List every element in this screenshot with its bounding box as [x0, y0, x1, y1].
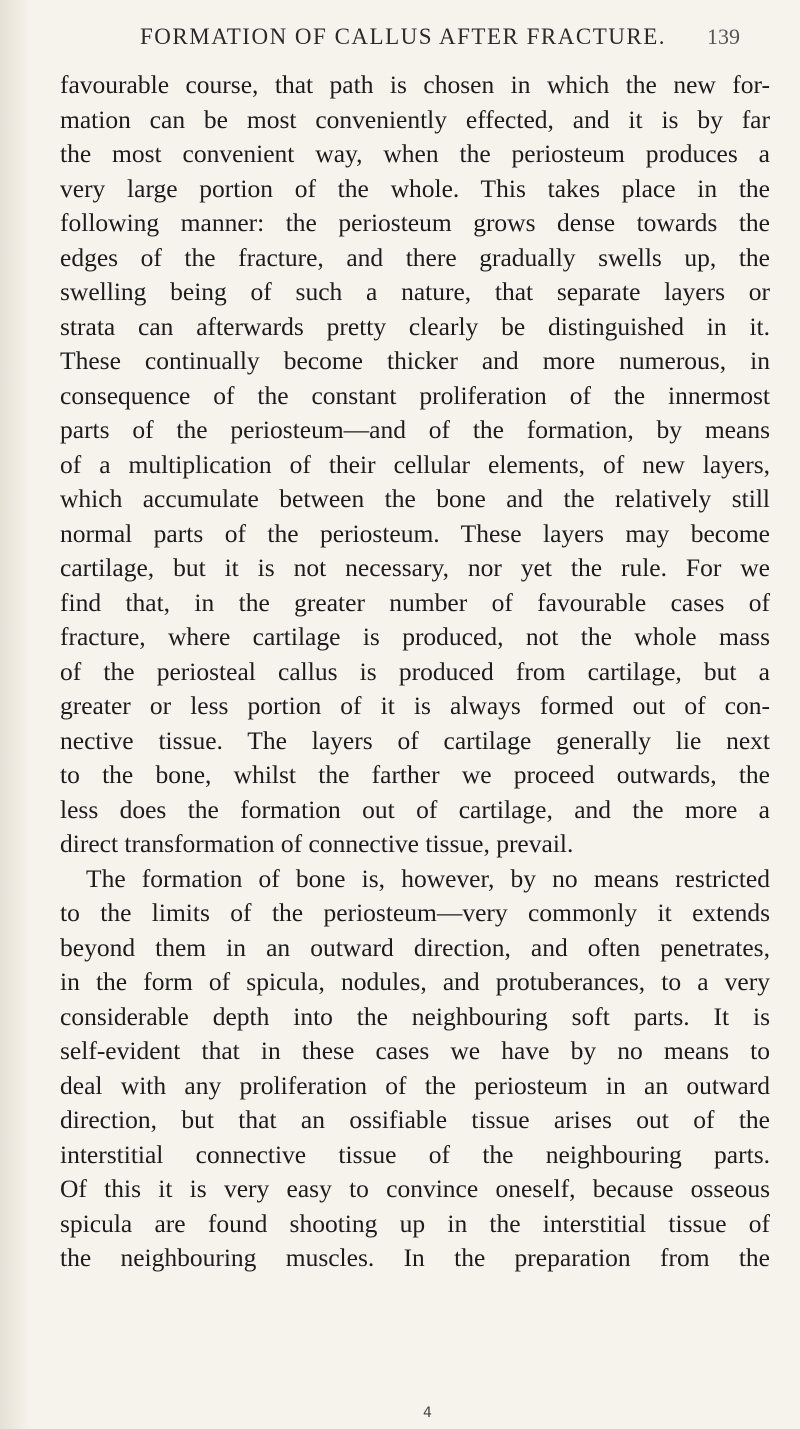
- text-line: spicula are found shooting up in the interstitial tissue of: [60, 1208, 770, 1238]
- text-line: direction, but that an ossifiable tissue arises out of the: [60, 1105, 770, 1134]
- text-line: edges of the fracture, and there gradually swells up, the: [60, 242, 770, 272]
- text-line: to the limits of the periosteum—very commonly it extends: [60, 898, 770, 927]
- text-line: the neighbouring muscles. In the preparation from the: [60, 1243, 770, 1272]
- text-line: strata can afterwards pretty clearly be distinguished in it.: [60, 311, 770, 341]
- text-line: cartilage, but it is not necessary, nor yet the rule. For we: [60, 553, 770, 582]
- text-line: interstitial connective tissue of the neighbouring parts.: [60, 1139, 770, 1169]
- text-line: following manner: the periosteum grows dense towards the: [60, 208, 770, 237]
- text-line: the most convenient way, when the periosteum produces a: [60, 139, 770, 168]
- text-line: favourable course, that path is chosen in which the new for-: [60, 70, 770, 99]
- printer-signature-mark: 4: [423, 1405, 432, 1421]
- text-line: nective tissue. The layers of cartilage generally lie next: [60, 725, 770, 755]
- text-line: considerable depth into the neighbouring soft parts. It is: [60, 1001, 770, 1031]
- text-line: of the periosteal callus is produced from cartilage, but a: [60, 656, 770, 686]
- running-head: [140, 24, 740, 64]
- text-line: to the bone, whilst the farther we proceed outwards, the: [60, 760, 770, 789]
- page-number: 139: [707, 24, 740, 49]
- running-head-title: FORMATION OF CALLUS AFTER FRACTURE.: [140, 24, 666, 49]
- text-line: swelling being of such a nature, that separate layers or: [60, 277, 770, 306]
- body-text: [60, 68, 770, 1276]
- text-line: find that, in the greater number of favourable cases of: [60, 587, 770, 617]
- text-line: consequence of the constant proliferation of the innermost: [60, 380, 770, 410]
- text-line: These continually become thicker and more numerous, in: [60, 346, 770, 375]
- paragraph-2: [60, 862, 770, 1276]
- text-line: parts of the periosteum—and of the formation, by means: [60, 415, 770, 444]
- text-line: deal with any proliferation of the periosteum in an outward: [60, 1070, 770, 1100]
- text-line: less does the formation out of cartilage, and the more a: [60, 794, 770, 824]
- text-line: direct transformation of connective tissue, prevail.: [60, 829, 574, 858]
- paragraph-1: [60, 68, 770, 862]
- text-line: of a multiplication of their cellular elements, of new layers,: [60, 449, 770, 479]
- page-gutter-shadow: [0, 0, 30, 1429]
- text-line: normal parts of the periosteum. These layers may become: [60, 518, 770, 548]
- text-line: in the form of spicula, nodules, and protuberances, to a very: [60, 967, 770, 996]
- text-line: mation can be most conveniently effected, and it is by far: [60, 104, 770, 134]
- text-line: greater or less portion of it is always formed out of con-: [60, 691, 770, 720]
- text-line: fracture, where cartilage is produced, not the whole mass: [60, 622, 770, 651]
- text-line: self-evident that in these cases we have by no means to: [60, 1036, 770, 1065]
- text-line: very large portion of the whole. This takes place in the: [60, 173, 770, 203]
- text-line: The formation of bone is, however, by no means restricted: [86, 863, 770, 893]
- text-line: beyond them in an outward direction, and often penetrates,: [60, 932, 770, 962]
- text-line: Of this it is very easy to convince oneself, because osseous: [60, 1174, 770, 1203]
- text-line: which accumulate between the bone and the relatively still: [60, 484, 770, 513]
